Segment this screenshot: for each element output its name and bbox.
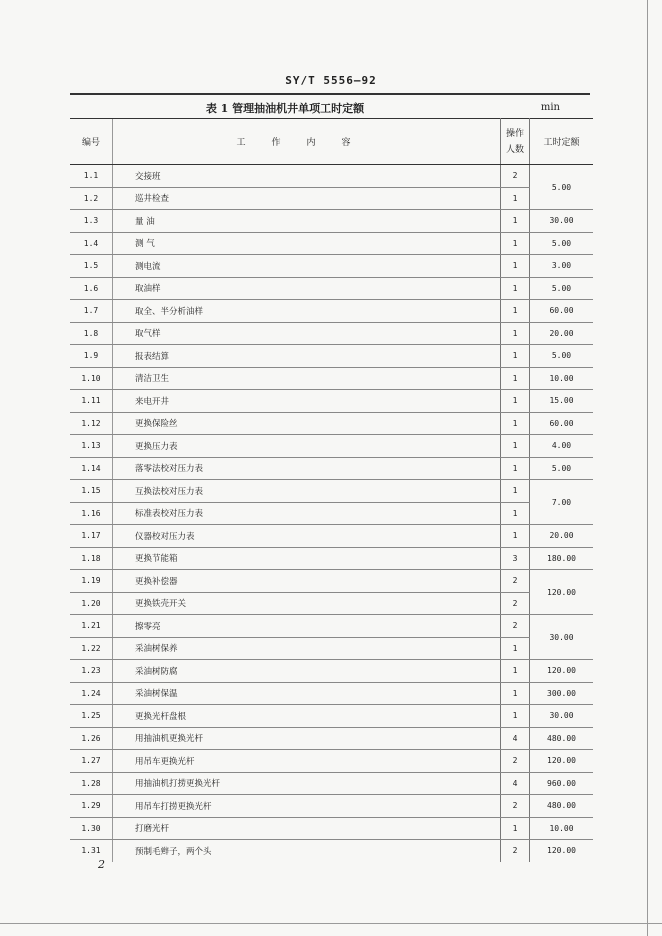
row-people: 1 [501, 345, 530, 368]
table-row [70, 345, 593, 368]
row-number: 1.9 [70, 345, 113, 368]
table-row [70, 277, 593, 300]
row-people: 1 [501, 300, 530, 323]
row-work-content: 测 气 [113, 232, 501, 255]
row-number: 1.29 [70, 795, 113, 818]
table-row [70, 232, 593, 255]
table-row [70, 435, 593, 458]
row-work-content: 取油样 [113, 277, 501, 300]
row-work-content: 交接班 [113, 165, 501, 188]
row-people: 1 [501, 502, 530, 525]
row-quota: 15.00 [530, 390, 594, 413]
row-work-content: 用吊车打捞更换光杆 [113, 795, 501, 818]
row-number: 1.13 [70, 435, 113, 458]
row-people: 3 [501, 547, 530, 570]
row-quota: 960.00 [530, 772, 594, 795]
scan-edge-bottom [0, 923, 662, 924]
row-quota: 10.00 [530, 367, 594, 390]
row-work-content: 打磨光杆 [113, 817, 501, 840]
row-number: 1.31 [81, 846, 101, 856]
table-row [70, 412, 593, 435]
row-number: 1.11 [70, 390, 113, 413]
table-row [70, 300, 593, 323]
table-row [70, 660, 593, 683]
row-number: 1.7 [70, 300, 113, 323]
row-people: 1 [501, 457, 530, 480]
row-people: 2 [501, 750, 530, 773]
row-work-content: 预制毛辫子，两个头 [113, 840, 501, 862]
row-work-content: 用抽油机更换光杆 [113, 727, 501, 750]
row-work-content: 更换压力表 [113, 435, 501, 458]
row-number: 1.10 [70, 367, 113, 390]
row-number: 1.8 [70, 322, 113, 345]
row-work-content: 仪器校对压力表 [113, 525, 501, 548]
row-people: 1 [501, 210, 530, 233]
row-people: 1 [501, 682, 530, 705]
table-row [70, 840, 593, 862]
row-people: 2 [501, 615, 530, 638]
row-people: 2 [501, 592, 530, 615]
table-row [70, 502, 593, 525]
row-people: 1 [501, 277, 530, 300]
row-quota: 480.00 [530, 795, 594, 818]
row-quota: 120.00 [530, 570, 594, 615]
row-quota: 10.00 [530, 817, 594, 840]
row-work-content: 巡井检查 [113, 187, 501, 210]
table-title-row [70, 93, 590, 120]
table-row [70, 705, 593, 728]
row-people: 4 [501, 772, 530, 795]
table-row [70, 682, 593, 705]
row-quota: 60.00 [530, 412, 594, 435]
row-number: 1.28 [70, 772, 113, 795]
row-people: 2 [501, 165, 530, 188]
quota-table [70, 118, 593, 862]
row-number: 1.26 [70, 727, 113, 750]
row-number: 1.22 [70, 637, 113, 660]
header-people-line2: 人数 [505, 144, 524, 155]
row-work-content: 报表结算 [113, 345, 501, 368]
table-row [70, 772, 593, 795]
table-body [70, 165, 593, 862]
row-number: 1.5 [70, 255, 113, 278]
row-work-content: 测电流 [113, 255, 501, 278]
table-row [70, 525, 593, 548]
row-quota: 120.00 [547, 846, 576, 856]
row-number: 1.25 [70, 705, 113, 728]
header-work: 工作内容 [113, 119, 501, 165]
row-work-content: 采油树保温 [113, 682, 501, 705]
row-people: 1 [501, 525, 530, 548]
row-quota: 30.00 [530, 705, 594, 728]
header-people-line1: 操作 [505, 128, 524, 139]
row-people: 1 [501, 187, 530, 210]
row-number: 1.14 [70, 457, 113, 480]
table-row [70, 390, 593, 413]
table-row [70, 795, 593, 818]
row-quota: 30.00 [530, 210, 594, 233]
standard-code: SY/T 5556—92 [285, 74, 377, 87]
row-work-content: 取气样 [113, 322, 501, 345]
scan-edge-right [647, 0, 648, 936]
table-row [70, 322, 593, 345]
row-quota: 4.00 [530, 435, 594, 458]
row-quota: 5.00 [530, 232, 594, 255]
row-quota: 120.00 [530, 660, 594, 683]
table-row [70, 570, 593, 593]
table-row [70, 457, 593, 480]
header-quota: 工时定额 [530, 119, 594, 165]
table-row [70, 727, 593, 750]
table-row [70, 367, 593, 390]
table-row [70, 637, 593, 660]
row-quota: 5.00 [530, 345, 594, 368]
row-number: 1.21 [70, 615, 113, 638]
row-work-content: 量 油 [113, 210, 501, 233]
row-number: 1.27 [70, 750, 113, 773]
row-work-content: 采油树保养 [113, 637, 501, 660]
row-number: 1.15 [70, 480, 113, 503]
row-people: 1 [501, 435, 530, 458]
table-title: 表 1 管理抽油机井单项工时定额 [205, 102, 365, 115]
row-work-content: 用吊车更换光杆 [113, 750, 501, 773]
table-row [70, 255, 593, 278]
row-quota: 300.00 [530, 682, 594, 705]
row-number: 1.3 [70, 210, 113, 233]
row-quota: 20.00 [530, 525, 594, 548]
row-quota: 20.00 [530, 322, 594, 345]
table-row [70, 547, 593, 570]
row-number: 1.2 [70, 187, 113, 210]
row-number: 1.23 [70, 660, 113, 683]
row-people: 1 [501, 322, 530, 345]
row-people: 1 [501, 367, 530, 390]
row-quota: 120.00 [530, 750, 594, 773]
row-work-content: 更换节能箱 [113, 547, 501, 570]
row-quota: 3.00 [530, 255, 594, 278]
table-row [70, 480, 593, 503]
row-people: 2 [501, 840, 530, 862]
row-number: 1.18 [70, 547, 113, 570]
row-work-content: 更换补偿器 [113, 570, 501, 593]
row-number: 1.4 [70, 232, 113, 255]
table-row [70, 187, 593, 210]
table-row [70, 165, 593, 188]
row-number: 1.6 [70, 277, 113, 300]
row-number: 1.1 [70, 165, 113, 188]
table-header-row [70, 119, 593, 165]
row-work-content: 取全、半分析油样 [113, 300, 501, 323]
row-work-content: 标准表校对压力表 [113, 502, 501, 525]
row-number: 1.17 [70, 525, 113, 548]
row-quota: 5.00 [530, 277, 594, 300]
table-row [70, 210, 593, 233]
row-quota: 7.00 [530, 480, 594, 525]
row-work-content: 更换铁壳开关 [113, 592, 501, 615]
header-people [501, 119, 530, 165]
row-quota: 30.00 [530, 615, 594, 660]
header-no: 编号 [70, 119, 113, 165]
row-number: 1.12 [70, 412, 113, 435]
table-row [70, 592, 593, 615]
row-number: 1.16 [70, 502, 113, 525]
row-quota: 5.00 [530, 165, 594, 210]
table-row [70, 817, 593, 840]
row-work-content: 来电开井 [113, 390, 501, 413]
row-people: 1 [501, 817, 530, 840]
row-people: 1 [501, 412, 530, 435]
row-quota: 60.00 [530, 300, 594, 323]
row-people: 1 [501, 232, 530, 255]
row-people: 2 [501, 795, 530, 818]
page-number: 2 [98, 858, 105, 871]
row-people: 2 [501, 570, 530, 593]
row-people: 1 [501, 637, 530, 660]
table-row [70, 750, 593, 773]
row-work-content: 更换光杆盘根 [113, 705, 501, 728]
row-work-content: 落零法校对压力表 [113, 457, 501, 480]
row-people: 4 [501, 727, 530, 750]
row-people: 1 [501, 480, 530, 503]
row-quota: 180.00 [530, 547, 594, 570]
row-number: 1.19 [70, 570, 113, 593]
row-work-content: 互换法校对压力表 [113, 480, 501, 503]
row-number: 1.24 [70, 682, 113, 705]
row-work-content: 采油树防腐 [113, 660, 501, 683]
row-work-content: 更换保险丝 [113, 412, 501, 435]
row-number: 1.30 [70, 817, 113, 840]
row-people: 1 [501, 660, 530, 683]
unit-label: min [540, 102, 560, 113]
row-quota: 5.00 [530, 457, 594, 480]
row-people: 1 [501, 390, 530, 413]
row-number: 1.20 [70, 592, 113, 615]
row-work-content: 用抽油机打捞更换光杆 [113, 772, 501, 795]
row-quota: 480.00 [530, 727, 594, 750]
row-people: 1 [501, 705, 530, 728]
row-people: 1 [501, 255, 530, 278]
table-row [70, 615, 593, 638]
row-work-content: 清洁卫生 [113, 367, 501, 390]
row-work-content: 擦零亮 [113, 615, 501, 638]
